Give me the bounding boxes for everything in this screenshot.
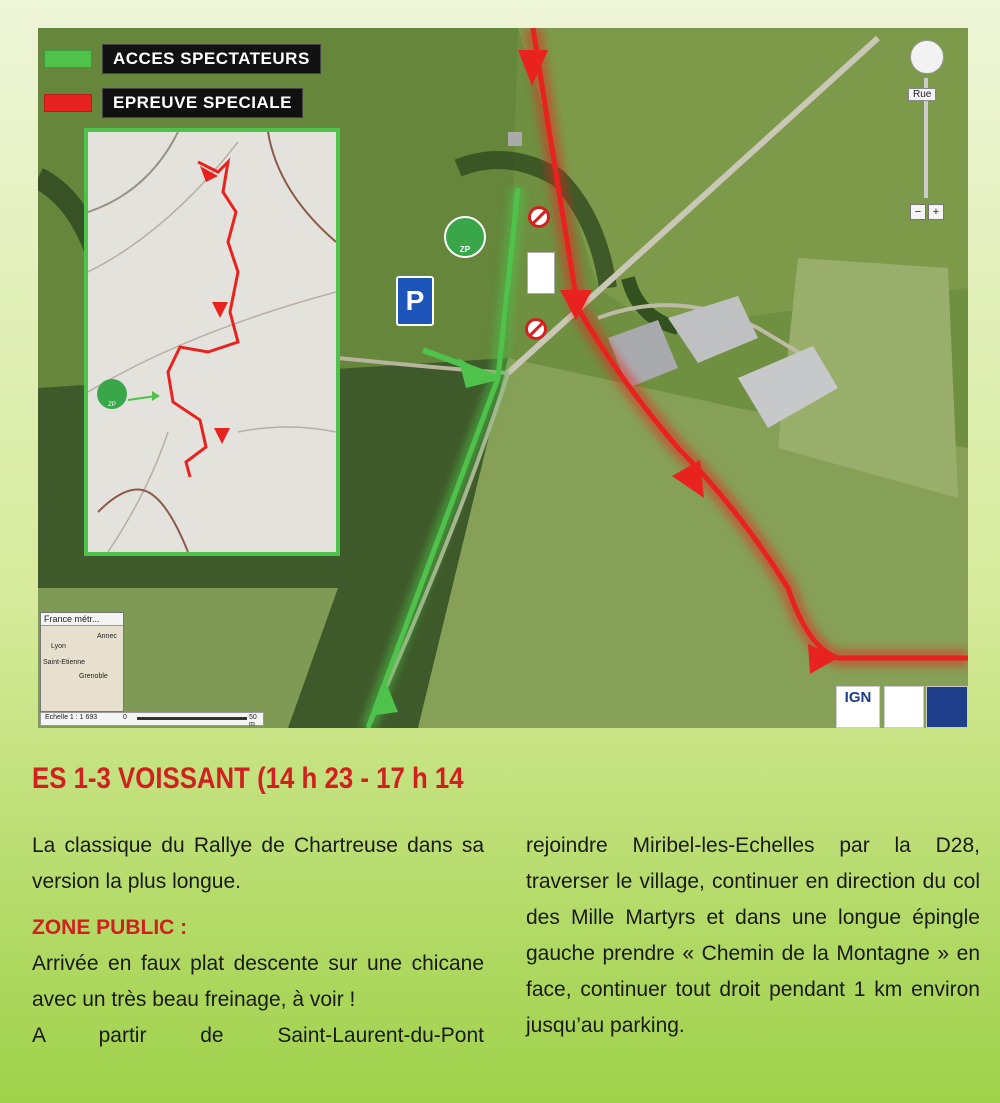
zp-label: ZP	[459, 245, 471, 254]
overview-selector[interactable]: France métr...	[41, 613, 123, 626]
inset-spectator-arrow	[128, 396, 156, 400]
inset-map	[84, 128, 340, 556]
road-closed-sign	[527, 252, 555, 294]
zoom-out-button[interactable]: −	[910, 204, 926, 220]
inset-spectator-arrow-head	[152, 391, 160, 401]
scale-text: Echelle 1 : 1 693	[45, 714, 98, 721]
federation-logo	[884, 686, 924, 728]
no-pedestrians-sign	[528, 206, 550, 228]
spectator-zone-icon	[444, 216, 486, 258]
legend-special-stage	[44, 88, 303, 118]
legend-swatch-red	[44, 94, 92, 112]
intro-text: La classique du Rallye de Chartreuse dans sa version la plus longue.	[32, 834, 484, 893]
inset-map-drawing	[88, 132, 336, 552]
overview-map[interactable]	[40, 612, 124, 712]
inset-road	[238, 427, 336, 432]
satellite-map[interactable]	[38, 28, 968, 728]
scale-end: 50 m	[249, 714, 257, 728]
zone-public-heading: ZONE PUBLIC :	[32, 916, 188, 939]
inset-road	[108, 432, 168, 552]
parking-sign: P	[396, 276, 434, 326]
legend-label-spectators: ACCES SPECTATEURS	[102, 44, 321, 74]
directions-text: rejoindre Miribel-les-Echelles par la D28, traverser le village, continuer en direction du col des Mille Martyrs et dans une longue épingle gauche prendre « Chemin de la Montagne » en face, continuer tout droit pendant 1 km environ jusqu’au parking.	[526, 834, 980, 1037]
legend-spectators	[44, 44, 321, 74]
pan-control-icon[interactable]	[910, 40, 944, 74]
stage-title: ES 1-3 VOISSANT (14 h 23 - 17 h 14	[32, 762, 464, 795]
zoom-in-button[interactable]: +	[928, 204, 944, 220]
inset-zp-label: ZP	[108, 402, 116, 408]
scale-zero: 0	[123, 714, 127, 721]
overview-place: Lyon	[51, 643, 66, 650]
building	[508, 132, 522, 146]
overview-place: Saint-Etienne	[43, 659, 86, 666]
ign-logo-text: IGN	[844, 689, 872, 706]
article-column-left	[32, 828, 484, 1054]
legend-label-special-stage: EPREUVE SPECIALE	[102, 88, 303, 118]
zoom-level-label[interactable]: Rue	[908, 88, 936, 101]
inset-road	[88, 142, 238, 272]
inset-road	[268, 132, 336, 242]
article-column-right	[526, 828, 980, 1044]
scale-bar	[40, 712, 264, 726]
directions-start: A partir de Saint-Laurent-du-Pont	[32, 1024, 484, 1047]
inset-road	[98, 490, 188, 553]
scale-bar-line	[137, 717, 247, 720]
inset-road	[88, 292, 336, 392]
inset-road	[88, 132, 178, 212]
overview-place: Annec	[97, 633, 117, 640]
partner-logo	[926, 686, 968, 728]
legend-swatch-green	[44, 50, 92, 68]
zone-public-text: Arrivée en faux plat descente sur une chicane avec un très beau freinage, à voir !	[32, 952, 484, 1011]
overview-place: Grenoble	[79, 673, 108, 680]
no-pedestrians-sign	[525, 318, 547, 340]
ign-logo	[836, 686, 880, 728]
inset-stage-arrow	[214, 428, 230, 444]
inset-stage-arrow	[212, 302, 228, 318]
